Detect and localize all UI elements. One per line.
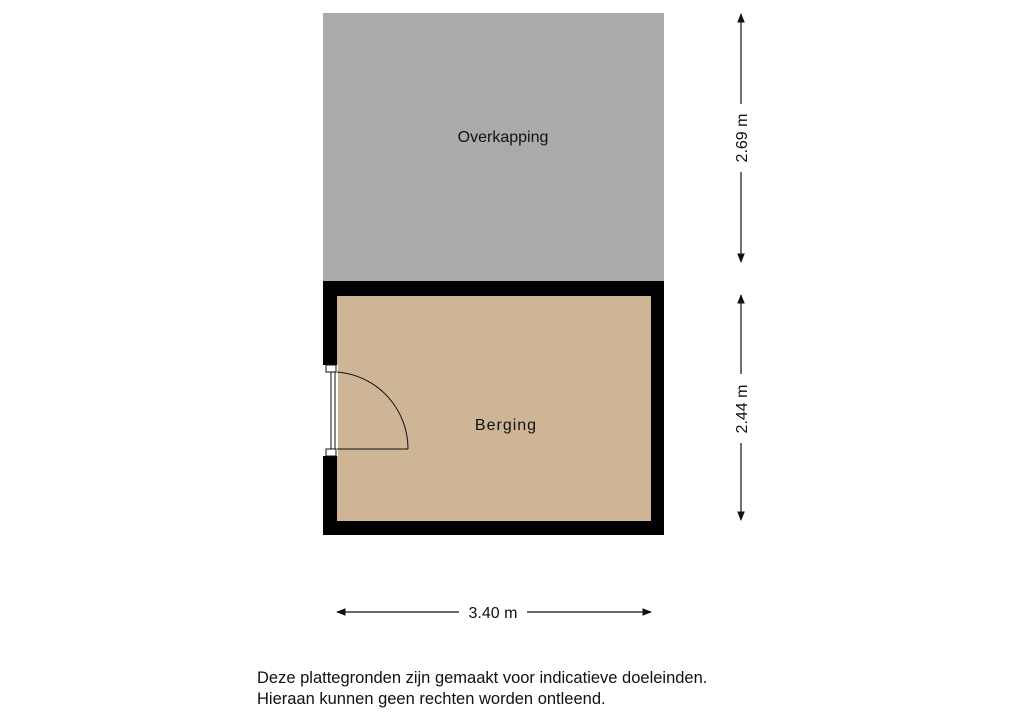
berging-label: Berging: [474, 417, 538, 434]
overkapping-height-label: 2.69 m: [734, 113, 751, 163]
dimension-overkapping-height: [734, 14, 751, 262]
disclaimer: [257, 668, 707, 710]
disclaimer-line-2: Hieraan kunnen geen rechten worden ontleend.: [257, 690, 606, 708]
overkapping-label: Overkapping: [457, 129, 549, 146]
dimension-total-width: [337, 605, 651, 622]
overkapping-area: [323, 13, 664, 281]
berging-floor: [337, 296, 651, 521]
total-width-label: 3.40 m: [468, 605, 518, 622]
disclaimer-line-1: Deze plattegronden zijn gemaakt voor indicatieve doeleinden.: [257, 669, 708, 687]
dimension-berging-height: [734, 295, 751, 520]
berging-height-label: 2.44 m: [734, 384, 751, 434]
